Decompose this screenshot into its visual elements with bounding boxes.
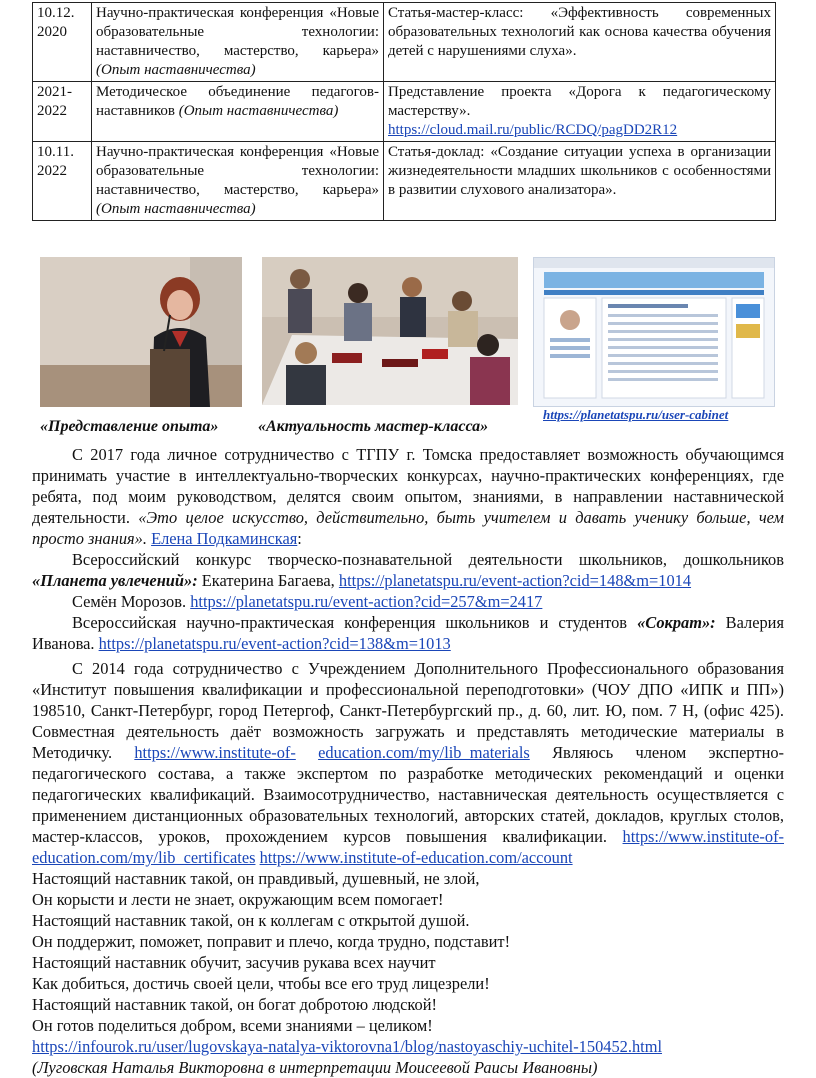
speaker-photo	[40, 257, 242, 407]
poem-line: Настоящий наставник такой, он к коллегам с открытой душой.	[32, 911, 470, 930]
paragraph-institute	[32, 658, 784, 868]
result-cell	[384, 82, 776, 142]
table-row	[33, 82, 776, 142]
user-cabinet-screenshot	[533, 257, 775, 407]
event-cell	[92, 3, 384, 82]
photo1-caption: «Представление опыта»	[40, 418, 219, 435]
contest-link[interactable]: https://planetatspu.ru/event-action?cid=148&m=1014	[338, 571, 692, 590]
institute-text: С 2014 года сотрудничество с Учреждением Дополнительного Профессионального образования «Институт повышения квалификации и профессиональной переподготовки» (ЧОУ ДПО «ИПК и ПП») 198510, Санкт-Петербург, город Петергоф, Санкт-Петербургский пр., д. 60, лит. Ю, пом. 7 Н, (офис 425). Совместная деятельность даёт возможность загружать и представлять методические материалы в Методичку.	[32, 659, 784, 762]
tspu-text: С 2017 года личное сотрудничество с ТГПУ г. Томска предоставляет возможность обучающимся принимать участие в интеллектуально-творческих конкурсах, научно-практических конференциях, где ребята, под моим руководством, делятся своим опытом, знаниями, в направлении наставнической деятельности.	[32, 445, 784, 527]
event-title: Научно-практическая конференция «Новые образовательные технологии: наставничество, мастерство, карьера»	[96, 5, 379, 59]
student-name: Валерия Иванова.	[32, 613, 784, 653]
poem	[32, 868, 784, 1078]
event-cell	[92, 82, 384, 142]
event-note: (Опыт наставничества)	[178, 103, 339, 119]
main-text	[32, 444, 784, 1078]
speaker-illustration	[40, 257, 242, 407]
contest-name: «Планета увлечений»:	[32, 571, 198, 590]
materials-link-part1[interactable]: https://www.institute-of-	[134, 743, 296, 762]
student-name: Екатерина Багаева,	[201, 571, 335, 590]
table-row	[33, 3, 776, 82]
quote: «Это целое искусство, действительно, быть учителем и давать ученику больше, чем просто знания».	[32, 508, 784, 548]
student-name: Семён Морозов.	[72, 592, 187, 611]
events-table	[32, 2, 776, 221]
date-cell: 10.12. 2020	[33, 3, 92, 82]
quote-author-link[interactable]: Елена Подкаминская	[151, 529, 298, 548]
poem-line: Настоящий наставник такой, он богат добротою людской!	[32, 995, 437, 1014]
poem-line: Настоящий наставник такой, он правдивый, душевный, не злой,	[32, 869, 480, 888]
conference-link[interactable]: https://planetatspu.ru/event-action?cid=138&m=1013	[98, 634, 451, 653]
conference-text: Всероссийская научно-практическая конференция школьников и студентов	[72, 613, 628, 632]
poem-signature: (Луговская Наталья Викторовна в интерпретации Моисеевой Раисы Ивановны)	[32, 1058, 598, 1077]
poem-line: Настоящий наставник обучит, засучив рукава всех научит	[32, 953, 436, 972]
conference-name: «Сократ»:	[637, 613, 716, 632]
paragraph-sokrat	[32, 612, 784, 654]
materials-link-part2[interactable]: education.com/my/lib_materials	[318, 743, 530, 762]
user-cabinet-link[interactable]: https://planetatspu.ru/user-cabinet	[543, 407, 729, 422]
table-row	[33, 142, 776, 221]
expert-text: Являюсь членом экспертно-педагогического состава, а также экспертом по разработке методических рекомендаций и оценки педагогических квалификаций. Взаимосотрудничество, наставническая деятельность осуществляется с применением дистанционных образовательных технологий, авторских статей, докладов, круглых столов, мастер-классов, уроков, прохождением курсов повышения квалификации.	[32, 743, 784, 846]
poem-line: Как добиться, достичь своей цели, чтобы все его труд лицезрели!	[32, 974, 490, 993]
event-note: (Опыт наставничества)	[96, 62, 256, 78]
result-cell: Статья-доклад: «Создание ситуации успеха в организации жизнедеятельности младших школьников с особенностями в развитии слухового анализатора».	[384, 142, 776, 221]
contest-text: Всероссийский конкурс творческо-познавательной деятельности школьников, дошкольников	[72, 550, 784, 569]
account-link[interactable]: https://www.institute-of-education.com/account	[259, 848, 573, 867]
contest-link[interactable]: https://planetatspu.ru/event-action?cid=257&m=2417	[190, 592, 543, 611]
quote-tail: :	[297, 529, 302, 548]
event-note: (Опыт наставничества)	[96, 201, 256, 217]
event-title: Научно-практическая конференция «Новые образовательные технологии: наставничество, мастерство, карьера»	[96, 144, 379, 198]
paragraph-morozov	[32, 591, 784, 612]
certificates-link-part1[interactable]: https://www.institute-of-	[622, 827, 784, 846]
result-text: Представление проекта «Дорога к педагогическому мастерству».	[388, 84, 771, 119]
event-cell	[92, 142, 384, 221]
poem-line: Он корысти и лести не знает, окружающим всем помогает!	[32, 890, 444, 909]
photo2-caption: «Актуальность мастер-класса»	[258, 418, 489, 435]
workshop-photo	[262, 257, 518, 405]
poem-line: Он готов поделиться добром, всеми знаниями – целиком!	[32, 1016, 433, 1035]
date-cell: 2021-2022	[33, 82, 92, 142]
date-cell: 10.11. 2022	[33, 142, 92, 221]
poem-line: Он поддержит, поможет, поправит и плечо, когда трудно, подставит!	[32, 932, 511, 951]
project-link[interactable]: https://cloud.mail.ru/public/RCDQ/pagDD2R12	[388, 122, 678, 138]
paragraph-planeta	[32, 549, 784, 591]
result-cell: Статья-мастер-класс: «Эффективность современных образовательных технологий как основа качества обучения детей с нарушениями слуха».	[384, 3, 776, 82]
paragraph-tspu	[32, 444, 784, 549]
poem-link[interactable]: https://infourok.ru/user/lugovskaya-natalya-viktorovna1/blog/nastoyaschiy-uchitel-150452.html	[32, 1037, 663, 1056]
event-title: Методическое объединение педагогов-наставников	[96, 84, 379, 119]
workshop-illustration	[262, 257, 518, 405]
website-illustration	[534, 258, 774, 406]
certificates-link-part2[interactable]: education.com/my/lib_certificates	[32, 848, 256, 867]
